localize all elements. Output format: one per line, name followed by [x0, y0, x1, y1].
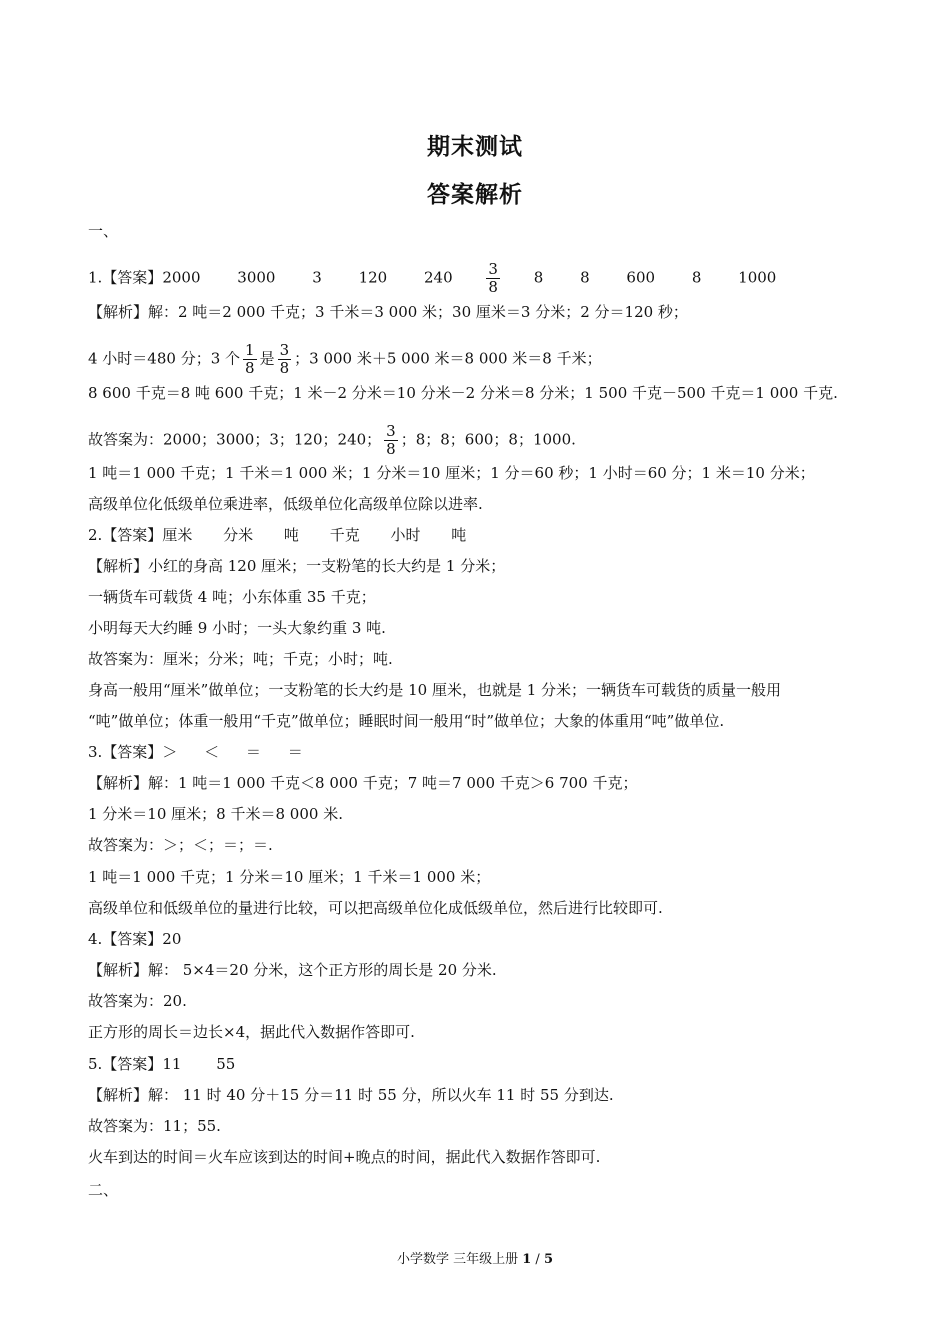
footer-separator: / [531, 1252, 544, 1267]
q1-fraction: $\frac{1}{8}$ [245, 341, 255, 377]
q5-final-answer: 故答案为：11；55. [88, 1117, 221, 1135]
q5-note-line: 火车到达的时间＝火车应该到达的时间+晚点的时间，据此代入数据作答即可. [88, 1148, 601, 1166]
q2-final-answer: 故答案为：厘米；分米；吨；千克；小时；吨. [88, 650, 393, 668]
q5-analysis-line: 【解析】解： 11 时 40 分＋15 分＝11 时 55 分，所以火车 11 时 55 分到达. [88, 1086, 614, 1104]
q5-answer-item: 11 [162, 1055, 182, 1073]
q1-answer-item: 8 [691, 268, 702, 287]
footer-text: 小学数学 三年级上册 [396, 1252, 523, 1267]
q3-analysis-line: 1 分米＝10 厘米；8 千米＝8 000 米. [88, 805, 343, 823]
q2-answer-item: 千克 [329, 526, 360, 544]
q2-analysis-line: 小明每天大约睡 9 小时；一头大象约重 3 吨. [88, 619, 386, 637]
q4-answer: 4.【答案】20 [88, 930, 182, 948]
q1-answer-fraction: $\frac{3}{8}$ [488, 260, 498, 296]
q1-fraction: $\frac{3}{8}$ [279, 341, 290, 377]
q5-answer-item: 55 [216, 1055, 236, 1073]
q5-answer [88, 1054, 235, 1074]
q1-answer-item: 1000 [738, 268, 777, 287]
q1-final-answer [88, 423, 576, 458]
q2-analysis-line: 一辆货车可载货 4 吨；小东体重 35 千克； [88, 588, 376, 606]
q1-answer-item: 240 [424, 268, 453, 287]
page-subtitle: 答案解析 [427, 182, 523, 208]
q1-answer-item: 3000 [237, 268, 276, 287]
footer-page-total: 5 [543, 1252, 553, 1267]
q1-analysis-text: 是 [259, 349, 275, 368]
q1-analysis-line [88, 342, 602, 377]
q3-answer-prefix: 3.【答案】 [88, 743, 163, 761]
q4-note-line: 正方形的周长＝边长×4，据此代入数据作答即可. [88, 1023, 415, 1041]
q1-note-line: 高级单位化低级单位乘进率，低级单位化高级单位除以进率. [88, 495, 483, 513]
q3-answer-item: ＜ [204, 743, 220, 761]
q1-final-text: ；8；8；600；8；1000. [400, 430, 576, 449]
page-footer [0, 1248, 950, 1267]
q1-answer-item: 2000 [162, 268, 201, 287]
section-heading-1: 一、 [88, 222, 119, 240]
q2-answer-item: 分米 [223, 526, 254, 544]
q2-note-line: “吨”做单位；体重一般用“千克”做单位；睡眠时间一般用“时”做单位；大象的体重用“吨”做单位. [88, 712, 725, 730]
q2-answer [88, 525, 466, 545]
q3-answer-item: ＝ [245, 743, 261, 761]
q2-analysis-line: 【解析】小红的身高 120 厘米；一支粉笔的长大约是 1 分米； [88, 557, 506, 575]
q3-analysis-line: 【解析】解：1 吨＝1 000 千克＜8 000 千克；7 吨＝7 000 千克＞6 700 千克； [88, 774, 638, 792]
q1-note-line: 1 吨＝1 000 千克；1 千米＝1 000 米；1 分米＝10 厘米；1 分＝60 秒；1 小时＝60 分；1 米＝10 分米； [88, 464, 815, 482]
q2-answer-prefix: 2.【答案】 [88, 526, 163, 544]
page-title: 期末测试 [427, 134, 523, 160]
q3-answer-item: ＞ [162, 743, 178, 761]
q1-analysis-text: ；3 000 米＋5 000 米＝8 000 米＝8 千米； [294, 349, 602, 368]
q2-answer-item: 吨 [451, 526, 467, 544]
q1-answer-item: 8 [580, 268, 590, 287]
q3-note-line: 1 吨＝1 000 千克；1 分米＝10 厘米；1 千米＝1 000 米； [88, 868, 491, 886]
q3-answer [88, 742, 303, 762]
q1-answer-item: 3 [312, 268, 322, 287]
q2-note-line: 身高一般用“厘米”做单位；一支粉笔的长大约是 10 厘米，也就是 1 分米；一辆货车可载货的质量一般用 [88, 681, 782, 699]
q1-answer-item: 600 [626, 268, 656, 287]
q1-answer-item: 8 [533, 268, 544, 287]
q1-final-fraction: $\frac{3}{8}$ [386, 422, 396, 458]
q3-answer-item: ＝ [287, 743, 303, 761]
q3-note-line: 高级单位和低级单位的量进行比较，可以把高级单位化成低级单位，然后进行比较即可. [88, 899, 663, 917]
footer-page-number: 1 [522, 1252, 532, 1267]
q3-final-answer: 故答案为：＞；＜；＝；＝. [88, 836, 273, 854]
q4-analysis-line: 【解析】解： 5×4＝20 分米，这个正方形的周长是 20 分米. [88, 961, 497, 979]
q1-analysis-text: 4 小时＝480 分；3 个 [88, 349, 241, 368]
q2-answer-item: 厘米 [162, 526, 193, 544]
q1-analysis-line: 8 600 千克＝8 吨 600 千克；1 米－2 分米＝10 分米－2 分米＝8 分米；1 500 千克－500 千克＝1 000 千克. [88, 384, 838, 402]
section-heading-2: 二、 [88, 1181, 119, 1199]
q2-answer-item: 小时 [390, 526, 421, 544]
q1-answer-item: 120 [358, 268, 388, 287]
q2-answer-item: 吨 [283, 526, 299, 544]
q1-analysis-line: 【解析】解：2 吨＝2 000 千克；3 千米＝3 000 米；30 厘米＝3 分米；2 分＝120 秒； [88, 303, 688, 321]
q1-final-text: 故答案为：2000；3000；3；120；240； [88, 430, 382, 449]
q1-answer-prefix: 1.【答案】 [88, 268, 163, 287]
q1-answer [88, 261, 776, 296]
q4-final-answer: 故答案为：20. [88, 992, 187, 1010]
q5-answer-prefix: 5.【答案】 [88, 1055, 163, 1073]
